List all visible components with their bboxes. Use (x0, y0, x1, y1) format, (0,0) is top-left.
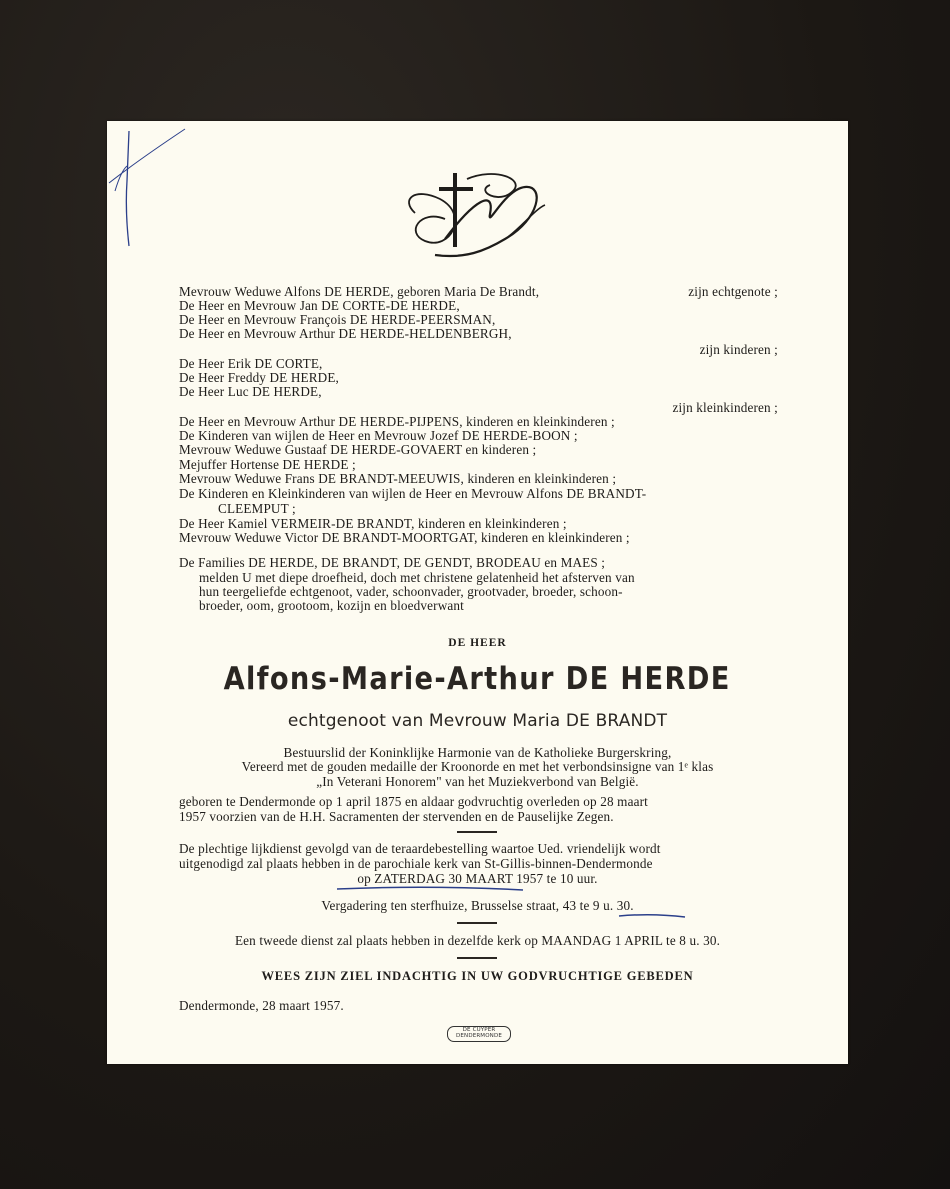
funeral-date: op ZATERDAG 30 MAART 1957 te 10 uur. (357, 871, 598, 886)
mourner-relative: De Kinderen van wijlen de Heer en Mevrouw Jozef DE HERDE-BOON ; (179, 428, 578, 443)
printer-stamp-city: DENDERMONDE (456, 1033, 502, 1039)
mourner-grandchild: De Heer Freddy DE HERDE, (179, 370, 339, 385)
deceased-spouse: echtgenoot van Mevrouw Maria DE BRANDT (287, 711, 668, 731)
mourner-relative: De Heer Kamiel VERMEIR-DE BRANDT, kinderen en kleinkinderen ; (179, 516, 567, 531)
announcement-line: melden U met diepe droefheid, doch met christene gelatenheid het afsterven van (199, 570, 635, 585)
pen-underline-mark (617, 913, 687, 919)
birth-death-line: geboren te Dendermonde op 1 april 1875 en aldaar godvruchtig overleden op 28 maart (179, 794, 648, 809)
divider-rule (457, 831, 497, 833)
grandchildren-role: zijn kleinkinderen ; (672, 400, 778, 415)
mourner-relative: De Heer en Mevrouw Arthur DE HERDE-PIJPENS, kinderen en kleinkinderen ; (179, 414, 615, 429)
mourner-relative: Mejuffer Hortense DE HERDE ; (179, 457, 356, 472)
mourner-relative: De Kinderen en Kleinkinderen van wijlen de Heer en Mevrouw Alfons DE BRANDT- (179, 486, 647, 501)
deceased-title: DE HEER (448, 637, 507, 649)
children-role: zijn kinderen ; (699, 342, 778, 357)
mourner-wife: Mevrouw Weduwe Alfons DE HERDE, geboren Maria De Brandt, (179, 284, 540, 299)
second-service-info: Een tweede dienst zal plaats hebben in dezelfde kerk op MAANDAG 1 APRIL te 8 u. 30. (234, 933, 721, 948)
deceased-name-wrap (107, 659, 848, 705)
pen-scribble-mark (107, 121, 197, 261)
gathering-info: Vergadering ten sterfhuize, Brusselse straat, 43 te 9 u. 30. (321, 898, 634, 913)
funeral-line: De plechtige lijkdienst gevolgd van de teraardebestelling waartoe Ued. vriendelijk wordt (179, 841, 661, 856)
divider-rule (457, 957, 497, 959)
announcement-line: hun teergeliefde echtgenoot, vader, schoonvader, grootvader, broeder, schoon- (199, 584, 623, 599)
mourner-relative: Mevrouw Weduwe Victor DE BRANDT-MOORTGAT, kinderen en kleinkinderen ; (179, 530, 630, 545)
mourner-child: De Heer en Mevrouw Arthur DE HERDE-HELDENBERGH, (179, 326, 512, 341)
divider-rule (457, 922, 497, 924)
pen-underline-mark (335, 885, 525, 893)
mourner-relative: Mevrouw Weduwe Gustaaf DE HERDE-GOVAERT en kinderen ; (179, 442, 537, 457)
prayer-request: WEES ZIJN ZIEL INDACHTIG IN UW GODVRUCHTIGE GEBEDEN (261, 969, 694, 983)
death-notice-card (107, 121, 848, 1064)
mourner-relative: CLEEMPUT ; (218, 501, 296, 516)
mourner-child: De Heer en Mevrouw Jan DE CORTE-DE HERDE, (179, 298, 460, 313)
biography-line: „In Veterani Honorem" van het Muziekverbond van België. (316, 774, 639, 789)
announcement-line: broeder, oom, grootoom, kozijn en bloedverwant (199, 598, 464, 613)
printer-stamp (447, 1026, 511, 1042)
funeral-line: uitgenodigd zal plaats hebben in de parochiale kerk van St-Gillis-binnen-Dendermonde (179, 856, 653, 871)
birth-death-line: 1957 voorzien van de H.H. Sacramenten der stervenden en de Pauselijke Zegen. (179, 809, 614, 824)
mourner-relative: Mevrouw Weduwe Frans DE BRANDT-MEEUWIS, kinderen en kleinkinderen ; (179, 471, 617, 486)
biography-line: Bestuurslid der Koninklijke Harmonie van de Katholieke Burgerskring, (283, 745, 672, 760)
deceased-name: Alfons-Marie-Arthur DE HERDE (223, 661, 732, 697)
biography-line: Vereerd met de gouden medaille der Kroonorde en met het verbondsinsigne van 1ᵉ klas (241, 759, 714, 774)
mourner-grandchild: De Heer Erik DE CORTE, (179, 356, 323, 371)
announcement-families: De Families DE HERDE, DE BRANDT, DE GENDT, BRODEAU en MAES ; (179, 555, 606, 570)
cross-monogram-icon (395, 169, 565, 269)
mourner-child: De Heer en Mevrouw François DE HERDE-PEERSMAN, (179, 312, 496, 327)
printer-stamp-name: DE CUYPER (462, 1027, 496, 1033)
place-date: Dendermonde, 28 maart 1957. (179, 998, 344, 1013)
wife-role: zijn echtgenote ; (688, 284, 778, 299)
mourner-grandchild: De Heer Luc DE HERDE, (179, 384, 322, 399)
